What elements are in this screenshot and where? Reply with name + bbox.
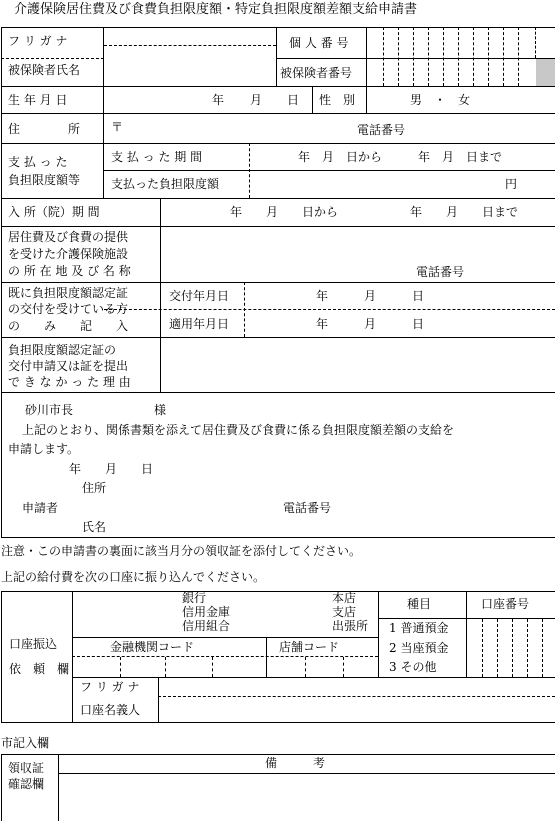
form-title: 介護保険居住費及び食費負担限度額・特定負担限度額差額支給申請書 bbox=[14, 2, 418, 17]
branch-type-honten: 本店 bbox=[332, 591, 357, 605]
receipt-check-label-line1: 領収証 bbox=[8, 761, 45, 775]
bank-code-field[interactable] bbox=[73, 657, 265, 677]
bank-type-shinkumi: 信用組合 bbox=[182, 619, 231, 633]
account-number-label: 口座番号 bbox=[481, 597, 530, 611]
postal-mark: 〒 bbox=[111, 120, 124, 134]
notice-text: 注意・この申請書の裏面に該当月分の領収証を添付してください。 bbox=[1, 544, 362, 558]
branch-code-label: 店舗コード bbox=[279, 640, 340, 654]
birthdate-year: 年 bbox=[212, 93, 225, 107]
bank-request-label-line2: 依 頼 欄 bbox=[9, 662, 70, 676]
address-phone-label: 電話番号 bbox=[357, 123, 406, 137]
applicant-phone-label: 電話番号 bbox=[283, 501, 332, 515]
birthdate-month: 月 bbox=[250, 93, 263, 107]
insured-number-field[interactable] bbox=[367, 59, 535, 86]
payment-period-label: 支 払 っ た 期 間 bbox=[111, 150, 203, 164]
gender-label: 性 別 bbox=[319, 93, 356, 107]
insured-name-label: 被保険者氏名 bbox=[8, 63, 81, 77]
bank-name-field[interactable] bbox=[73, 592, 178, 637]
holder-furigana-field[interactable] bbox=[159, 678, 554, 696]
certificate-label-line1: 既に負担限度額認定証 bbox=[8, 286, 129, 300]
facility-label-line1: 居住費及び食費の提供 bbox=[8, 230, 129, 244]
honorific: 様 bbox=[154, 403, 167, 417]
account-type-futsu[interactable]: 1 普通預金 bbox=[389, 621, 449, 635]
payment-label-line2: 負担限度額等 bbox=[8, 173, 81, 187]
application-date[interactable]: 年 月 日 bbox=[69, 462, 154, 476]
birthdate-day: 日 bbox=[287, 93, 300, 107]
declaration-body-line2: 申請します。 bbox=[8, 442, 80, 456]
receipt-check-field[interactable] bbox=[2, 795, 58, 821]
bank-request-label-line1: 口座振込 bbox=[9, 637, 58, 651]
reason-field[interactable] bbox=[161, 338, 554, 392]
remarks-field[interactable] bbox=[59, 774, 554, 821]
reason-label-line1: 負担限度額認定証の bbox=[8, 343, 117, 357]
personal-number-field[interactable] bbox=[367, 28, 554, 58]
admission-period-value[interactable]: 年 月 日から 年 月 日まで bbox=[230, 205, 519, 219]
apply-date-label: 適用年月日 bbox=[169, 317, 230, 331]
branch-type-shiten: 支店 bbox=[332, 605, 357, 619]
applicant-address-label: 住所 bbox=[82, 481, 107, 495]
receipt-check-label-line2: 確認欄 bbox=[8, 777, 45, 791]
remarks-label: 備 考 bbox=[265, 756, 326, 770]
admission-period-label: 入 所（院）期 間 bbox=[8, 205, 100, 219]
branch-name-field[interactable] bbox=[230, 592, 330, 637]
bank-type-shinkin: 信用金庫 bbox=[182, 605, 231, 619]
branch-code-field[interactable] bbox=[267, 657, 377, 677]
facility-label-line3: の 所 在 地 及 び 名 称 bbox=[8, 264, 131, 278]
payment-label-line1: 支 払 っ た bbox=[8, 155, 68, 169]
account-holder-field[interactable] bbox=[159, 697, 554, 723]
payment-amount-label: 支払った負担限度額 bbox=[111, 177, 220, 191]
apply-date-value[interactable]: 年 月 日 bbox=[316, 317, 425, 331]
account-type-other[interactable]: 3 その他 bbox=[389, 660, 437, 674]
addressee: 砂川市長 bbox=[25, 403, 74, 417]
insured-number-shaded-cell bbox=[536, 59, 555, 86]
branch-type-shucchojo: 出張所 bbox=[332, 619, 369, 633]
applicant-label: 申請者 bbox=[22, 501, 59, 515]
payment-amount-field[interactable] bbox=[251, 171, 501, 198]
issue-date-label: 交付年月日 bbox=[169, 289, 230, 303]
furigana-label: フ リ ガ ナ bbox=[8, 34, 68, 48]
account-type-toza[interactable]: 2 当座預金 bbox=[389, 641, 449, 655]
reason-label-line2: 交付申請又は証を提出 bbox=[8, 359, 129, 373]
birthdate-field[interactable] bbox=[104, 87, 311, 113]
bank-code-label: 金融機関コード bbox=[110, 640, 195, 654]
account-type-label: 種目 bbox=[407, 597, 432, 611]
birthdate-label: 生 年 月 日 bbox=[8, 93, 68, 107]
account-number-field[interactable] bbox=[467, 619, 554, 677]
certificate-label-line3: の み 記 入 bbox=[8, 319, 129, 333]
account-holder-label: 口座名義人 bbox=[80, 703, 141, 717]
facility-field[interactable] bbox=[161, 227, 554, 282]
bank-type-ginko: 銀行 bbox=[182, 591, 207, 605]
address-label: 住 所 bbox=[8, 122, 81, 136]
insured-number-label: 被保険者番号 bbox=[280, 66, 353, 80]
facility-phone-label: 電話番号 bbox=[416, 265, 465, 279]
payment-period-value[interactable]: 年 月 日から 年 月 日まで bbox=[298, 150, 503, 164]
applicant-name-label: 氏名 bbox=[82, 520, 107, 534]
city-section-label: 市記入欄 bbox=[1, 736, 50, 750]
holder-furigana-label: フ リ ガ ナ bbox=[80, 680, 140, 694]
payment-amount-unit: 円 bbox=[505, 177, 518, 191]
declaration-body-line1: 上記のとおり、関係書類を添えて居住費及び食費に係る負担限度額差額の支給を bbox=[22, 423, 455, 437]
gender-options[interactable]: 男 ・ 女 bbox=[410, 93, 471, 107]
address-field[interactable] bbox=[104, 114, 554, 143]
transfer-intro: 上記の給付費を次の口座に振り込んでください。 bbox=[1, 570, 266, 584]
insured-furigana-field[interactable] bbox=[104, 28, 275, 45]
insured-name-field[interactable] bbox=[104, 46, 275, 86]
certificate-label-line2: の交付を受けている方 bbox=[8, 302, 129, 316]
reason-label-line3: で き な か っ た 理 由 bbox=[8, 375, 131, 389]
issue-date-value[interactable]: 年 月 日 bbox=[316, 289, 425, 303]
facility-label-line2: を受けた介護保険施設 bbox=[8, 247, 129, 261]
personal-number-label: 個 人 番 号 bbox=[289, 36, 349, 50]
